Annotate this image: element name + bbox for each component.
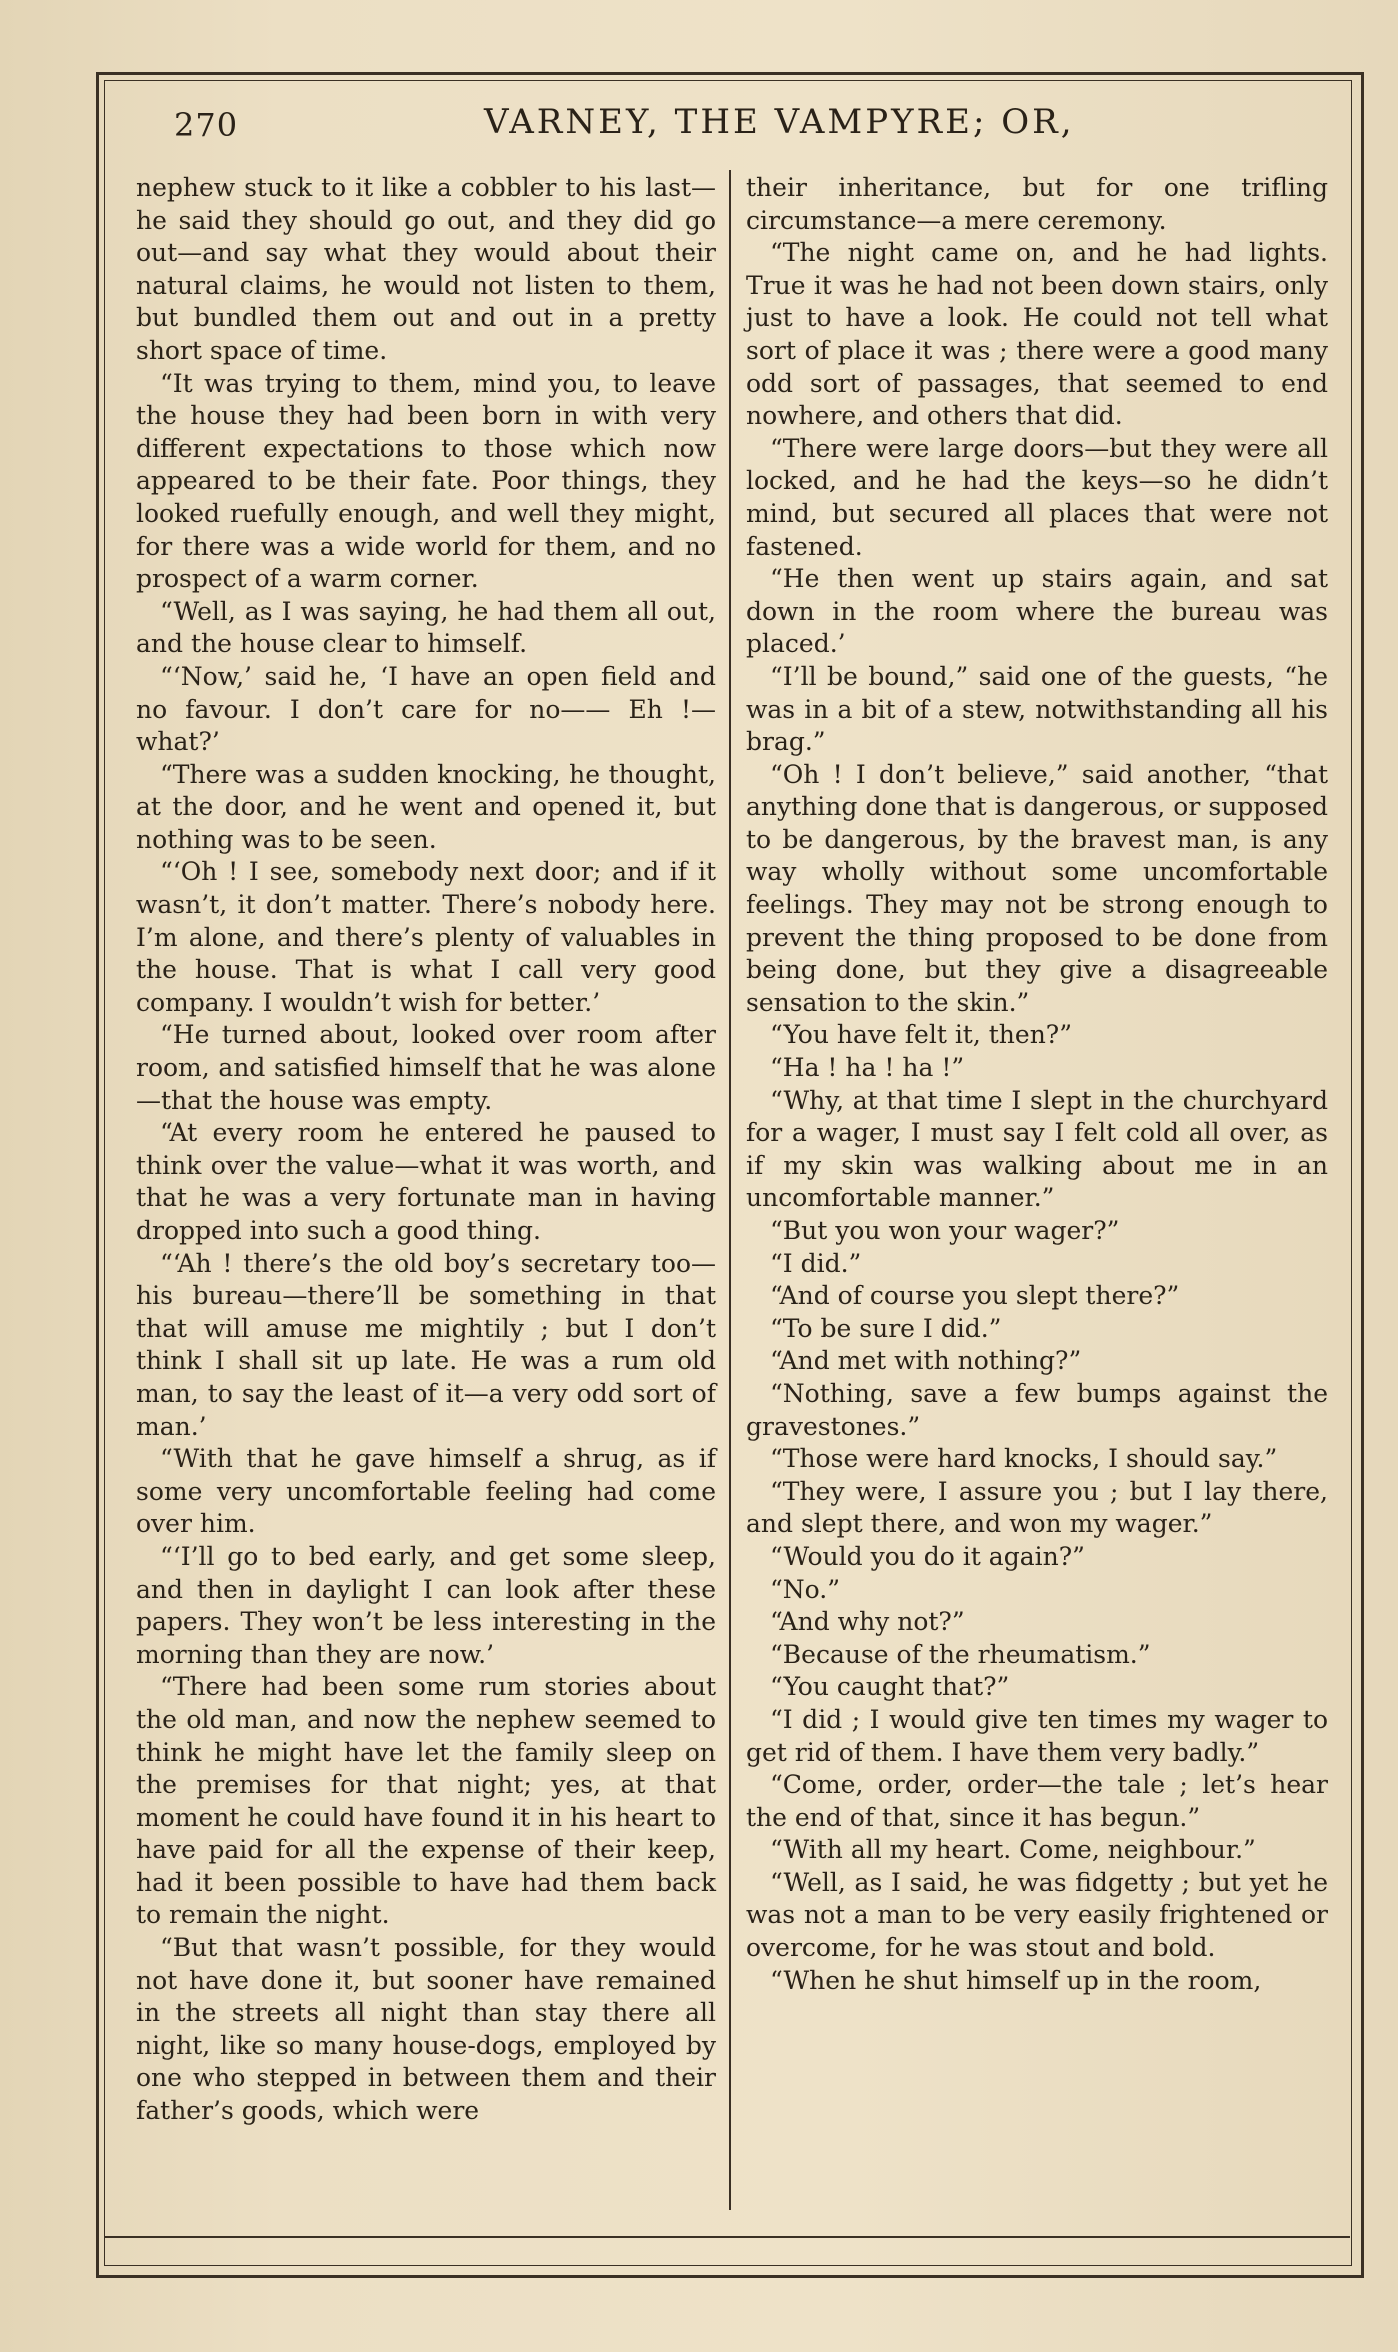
paragraph: “There was a sudden knocking, he thought, at the door, and he went and opened it, but nothing was to be seen.	[136, 759, 716, 854]
paragraph: “Well, as I was saying, he had them all out, and the house clear to himself.	[136, 596, 716, 659]
paragraph: “There were large doors—but they were all locked, and he had the keys—so he didn’t mind, but secured all places that were not fastened.	[746, 433, 1328, 561]
paragraph: “It was trying to them, mind you, to leave the house they had been born in with very different expectations to those which now appeared to be their fate. Poor things, they looked ruefully enough, and well they might, for there was a wide world for them, and no prospect of a warm corner.	[136, 368, 716, 594]
column-divider	[729, 170, 731, 2210]
paragraph: “You have felt it, then?”	[770, 1020, 1072, 1050]
right-text-column	[746, 172, 1328, 1997]
paragraph: “‘Ah ! there’s the old boy’s secretary too—his bureau—there’ll be something in that that will amuse me mightily ; but I don’t think I shall sit up late. He was a rum old man, to say the least of it—a very odd sort of man.’	[136, 1248, 716, 1441]
paragraph: “‘Oh ! I see, somebody next door; and if it wasn’t, it don’t matter. There’s nobody here. I’m alone, and there’s plenty of valuables in the house. That is what I call very good company. I wouldn’t wish for better.’	[136, 857, 716, 1017]
paragraph: “With that he gave himself a shrug, as if some very uncomfortable feeling had come over him.	[136, 1444, 716, 1539]
paragraph: “The night came on, and he had lights. True it was he had not been down stairs, only just to have a look. He could not tell what sort of place it was ; there were a good many odd sort of passages, that seemed to end nowhere, and others that did.	[746, 238, 1328, 431]
paragraph: “‘Now,’ said he, ‘I have an open field and no favour. I don’t care for no—— Eh !—what?’	[136, 661, 716, 757]
paragraph: “No.”	[770, 1574, 840, 1604]
paragraph: “When he shut himself up in the room,	[770, 1965, 1262, 1995]
paragraph: “At every room he entered he paused to think over the value—what it was worth, and that he was a very fortunate man in having dropped into such a good thing.	[136, 1118, 716, 1245]
paragraph: “Why, at that time I slept in the churchyard for a wager, I must say I felt cold all over, as if my skin was walking about me in an uncomfortable manner.”	[746, 1085, 1328, 1213]
paragraph: “There had been some rum stories about the old man, and now the nephew seemed to think he might have let the family sleep on the premises for that night; yes, at that moment he could have found it in his heart to have paid for all the expense of their keep, had it been possible to have had them back to remain the night.	[136, 1672, 716, 1930]
paragraph: “But that wasn’t possible, for they would not have done it, but sooner have remained in the streets all night than stay there all night, like so many house-dogs, employed by one who stepped in between them and their father’s goods, which were	[136, 1933, 716, 2126]
page-number: 270	[174, 106, 239, 144]
paragraph: “Nothing, save a few bumps against the gravestones.”	[746, 1378, 1328, 1441]
paragraph: “‘I’ll go to bed early, and get some sleep, and then in daylight I can look after these papers. They won’t be less interesting in the morning than they are now.’	[136, 1541, 716, 1669]
paragraph: “Those were hard knocks, I should say.”	[770, 1444, 1278, 1474]
paragraph: “They were, I assure you ; but I lay there, and slept there, and won my wager.”	[746, 1476, 1328, 1539]
paragraph: “And of course you slept there?”	[770, 1281, 1180, 1311]
paragraph: “And met with nothing?”	[770, 1346, 1082, 1376]
bottom-rule	[104, 2236, 1350, 2238]
paragraph: “I did.”	[770, 1248, 862, 1278]
paragraph: “Well, as I said, he was fidgetty ; but yet he was not a man to be very easily frightened or overcome, for he was stout and bold.	[746, 1867, 1328, 1963]
paragraph: “He then went up stairs again, and sat down in the room where the bureau was placed.’	[746, 564, 1328, 659]
paragraph: nephew stuck to it like a cobbler to his last—he said they should go out, and they did go out—and say what they would about their natural claims, he would not listen to them, but bundled them out and out in a pretty short space of time.	[136, 173, 716, 365]
paragraph: “I did ; I would give ten times my wager to get rid of them. I have them very badly.”	[746, 1704, 1328, 1767]
paragraph: “But you won your wager?”	[770, 1216, 1120, 1245]
paragraph: their inheritance, but for one trifling circumstance—a mere ceremony.	[746, 173, 1328, 235]
paragraph: “To be sure I did.”	[770, 1313, 1002, 1343]
left-text-column	[136, 172, 716, 2128]
running-title: VARNEY, THE VAMPYRE; OR,	[484, 102, 1075, 142]
paragraph: “I’ll be bound,” said one of the guests, “he was in a bit of a stew, notwithstanding all his brag.”	[746, 661, 1328, 757]
paragraph: “Would you do it again?”	[770, 1541, 1085, 1571]
paragraph: “Oh ! I don’t believe,” said another, “that anything done that is dangerous, or supposed to be dangerous, by the bravest man, is any way wholly without some uncomfortable feelings. They may not be strong enough to prevent the thing proposed to be done from being done, but they give a disagreeable sensation to the skin.”	[746, 759, 1328, 1017]
paragraph: “Because of the rheumatism.”	[770, 1639, 1151, 1669]
paragraph: “And why not?”	[770, 1607, 965, 1637]
paragraph: “With all my heart. Come, neighbour.”	[770, 1835, 1256, 1865]
paragraph: “You caught that?”	[770, 1672, 1010, 1702]
paragraph: “He turned about, looked over room after room, and satisfied himself that he was alone—that the house was empty.	[136, 1020, 716, 1115]
paragraph: “Ha ! ha ! ha !”	[770, 1053, 965, 1083]
page-header	[104, 96, 1350, 156]
paragraph: “Come, order, order—the tale ; let’s hear the end of that, since it has begun.”	[746, 1770, 1328, 1832]
